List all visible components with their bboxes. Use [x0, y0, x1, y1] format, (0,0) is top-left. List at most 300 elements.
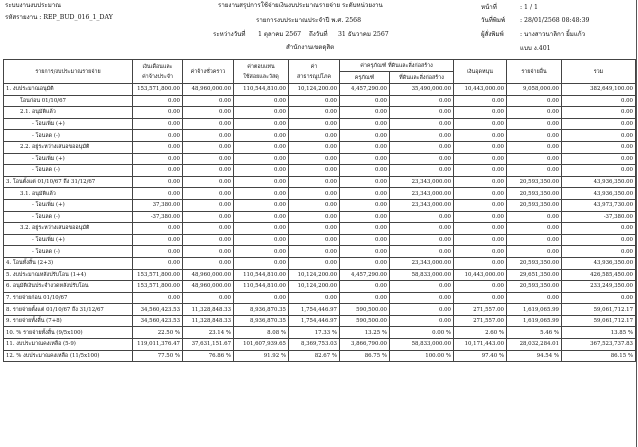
table-cell: 8.08 % [234, 327, 289, 339]
row-label: - โอนเพิ่ม (+) [4, 118, 133, 130]
col-salary-header-top: เงินเดือนและ [142, 63, 173, 70]
table-cell: 0.00 [340, 211, 390, 223]
table-cell: 13.85 % [562, 327, 636, 339]
form-code: แบบ ง.401 [520, 45, 551, 52]
table-cell: 0.00 [234, 176, 289, 188]
table-cell: 37,380.00 [133, 199, 183, 211]
table-cell: 0.00 [133, 95, 183, 107]
table-cell: 48,960,000.00 [183, 84, 234, 96]
table-cell: 101,607,939.65 [234, 339, 289, 351]
table-cell: 86.15 % [562, 350, 636, 362]
table-cell: 0.00 [234, 95, 289, 107]
table-cell: 8,369,753.03 [289, 339, 340, 351]
table-cell: 0.00 [454, 176, 507, 188]
table-cell: 29,651,350.00 [507, 269, 562, 281]
table-cell: 0.00 [390, 315, 454, 327]
system-name: ระบบงานงบประมาณ [5, 2, 62, 9]
table-cell: 0.00 [340, 153, 390, 165]
col-capital-group-header: ค่าครุภัณฑ์ ที่ดินและสิ่งก่อสร้าง [340, 60, 454, 72]
table-row [4, 188, 636, 200]
table-row [4, 315, 636, 327]
table-row [4, 153, 636, 165]
row-label: - โอนลด (-) [4, 211, 133, 223]
table-row [4, 176, 636, 188]
row-label: 12. % งบประมาณคงเหลือ (11/5x100) [4, 350, 133, 362]
row-label: 3. โอนตั้งแต่ 01/10/67 ถึง 31/12/67 [4, 176, 133, 188]
row-label: 6. อนุมัติเงินประจำงวดหลังปรับโอน [4, 281, 133, 293]
table-cell: 10,443,000.00 [454, 269, 507, 281]
col-temp-wage-header: ค่าจ้างชั่วคราว [183, 60, 234, 84]
col-operating-header-top: ค่าตอบแทน [247, 63, 275, 70]
table-cell: 0.00 [133, 223, 183, 235]
table-cell: 23,343,000.00 [390, 257, 454, 269]
table-row [4, 165, 636, 177]
table-cell: 0.00 [289, 141, 340, 153]
agency-name: สำนักงานเขตดุสิต [286, 44, 335, 51]
table-cell: 1,754,446.97 [289, 304, 340, 316]
table-cell: 0.00 [562, 234, 636, 246]
table-cell: 0.00 [507, 211, 562, 223]
col-utilities-header-top: ค่า [310, 63, 318, 70]
table-row [4, 246, 636, 258]
row-label: 7. รายจ่ายก่อน 01/10/67 [4, 292, 133, 304]
table-cell: 0.00 [507, 153, 562, 165]
table-row [4, 234, 636, 246]
table-cell: 58,833,000.00 [390, 339, 454, 351]
table-cell: 17.33 % [289, 327, 340, 339]
table-cell: 4,457,290.00 [340, 84, 390, 96]
row-label: - โอนลด (-) [4, 130, 133, 142]
table-cell: 0.00 [289, 223, 340, 235]
table-cell: 11,328,848.33 [183, 315, 234, 327]
table-cell: 0.00 [507, 141, 562, 153]
table-cell: 0.00 [183, 234, 234, 246]
table-cell: 3,866,790.00 [340, 339, 390, 351]
table-cell: 0.00 [183, 95, 234, 107]
table-cell: 8,936,870.35 [234, 315, 289, 327]
table-cell: 0.00 [562, 141, 636, 153]
table-cell: 0.00 [390, 281, 454, 293]
report-title: รายงานสรุปการใช้จ่ายเงินงบประมาณรายจ่าย ระดับหน่วยงาน [218, 2, 383, 9]
table-cell: 0.00 [133, 188, 183, 200]
table-cell: 58,833,000.00 [390, 269, 454, 281]
table-cell: 0.00 [183, 118, 234, 130]
table-cell: 86.75 % [340, 350, 390, 362]
table-cell: 22.50 % [133, 327, 183, 339]
row-label: 3.1. อนุมัติแล้ว [4, 188, 133, 200]
table-cell: 0.00 [454, 246, 507, 258]
table-cell: 10,124,200.00 [289, 269, 340, 281]
table-cell: 100.00 % [390, 350, 454, 362]
table-cell: 271,557.00 [454, 304, 507, 316]
table-cell: 0.00 [234, 234, 289, 246]
report-code: รหัสรายงาน : REP_BUD_016_1_DAY [5, 14, 113, 21]
table-cell: 0.00 [289, 257, 340, 269]
page-value: : 1 / 1 [520, 4, 538, 11]
table-cell: 0.00 [390, 118, 454, 130]
table-cell: 0.00 [133, 234, 183, 246]
table-cell: 0.00 [234, 153, 289, 165]
table-cell: 590,500.00 [340, 315, 390, 327]
table-cell: 37,631,151.67 [183, 339, 234, 351]
table-cell: 0.00 [183, 107, 234, 119]
table-cell: 0.00 [234, 223, 289, 235]
col-utilities-header [289, 60, 340, 84]
table-cell: 0.00 [183, 292, 234, 304]
table-cell: 0.00 [454, 153, 507, 165]
row-label: 8. รายจ่ายตั้งแต่ 01/10/67 ถึง 31/12/67 [4, 304, 133, 316]
table-cell: 1,754,446.97 [289, 315, 340, 327]
table-cell: 0.00 [340, 130, 390, 142]
table-cell: 23,343,000.00 [390, 188, 454, 200]
col-other-header: รายจ่ายอื่น [507, 60, 562, 84]
table-cell: 0.00 [289, 176, 340, 188]
table-cell: 0.00 [183, 257, 234, 269]
table-cell: 0.00 [183, 211, 234, 223]
table-cell: 0.00 [234, 118, 289, 130]
table-cell: 0.00 [340, 188, 390, 200]
table-cell: 0.00 [562, 223, 636, 235]
table-cell: 0.00 [454, 211, 507, 223]
table-cell: 0.00 [183, 153, 234, 165]
table-cell: 0.00 % [390, 327, 454, 339]
table-cell: 0.00 [183, 199, 234, 211]
table-cell: 0.00 [562, 292, 636, 304]
date-range-label-to: ถึงวันที่ [309, 31, 328, 38]
col-equipment-header: ครุภัณฑ์ [340, 72, 390, 84]
row-label: 4. โอนทั้งสิ้น (2+3) [4, 257, 133, 269]
table-cell: 0.00 [507, 234, 562, 246]
table-cell: 0.00 [340, 176, 390, 188]
table-cell: 0.00 [390, 165, 454, 177]
table-cell: 0.00 [133, 130, 183, 142]
table-cell: 0.00 [133, 165, 183, 177]
table-cell: 0.00 [133, 141, 183, 153]
table-cell: 82.67 % [289, 350, 340, 362]
table-cell: 0.00 [289, 234, 340, 246]
table-cell: 0.00 [183, 246, 234, 258]
table-cell: 0.00 [562, 246, 636, 258]
table-cell: 0.00 [234, 107, 289, 119]
table-cell: 48,960,000.00 [183, 269, 234, 281]
table-cell: 4,457,290.00 [340, 269, 390, 281]
table-cell: 23,343,000.00 [390, 199, 454, 211]
row-label: 2.1. อนุมัติแล้ว [4, 107, 133, 119]
row-label: 5. งบประมาณหลังปรับโอน (1+4) [4, 269, 133, 281]
table-cell: 0.00 [507, 223, 562, 235]
table-cell: 0.00 [133, 246, 183, 258]
table-cell: 0.00 [234, 188, 289, 200]
table-cell: 153,571,800.00 [133, 269, 183, 281]
table-cell: 20,593,350.00 [507, 199, 562, 211]
table-cell: 271,557.00 [454, 315, 507, 327]
table-row [4, 223, 636, 235]
col-salary-header [133, 60, 183, 84]
page-edge-rule [636, 0, 637, 447]
date-to: 31 ธันวาคม 2567 [338, 31, 389, 38]
table-cell: 0.00 [390, 234, 454, 246]
date-from: 1 ตุลาคม 2567 [258, 31, 302, 38]
table-cell: 0.00 [289, 153, 340, 165]
table-cell: 0.00 [454, 165, 507, 177]
table-cell: 382,649,100.00 [562, 84, 636, 96]
table-cell: 34,560,423.53 [133, 304, 183, 316]
table-cell: 0.00 [289, 188, 340, 200]
table-cell: 8,936,870.35 [234, 304, 289, 316]
table-cell: 153,571,800.00 [133, 281, 183, 293]
row-label: - โอนเพิ่ม (+) [4, 234, 133, 246]
table-cell: 43,973,730.00 [562, 199, 636, 211]
table-cell: 0.00 [562, 165, 636, 177]
table-cell: 0.00 [562, 107, 636, 119]
printed-by-value: : นางสาวนาลิกา ยิ้มแก้ว [520, 31, 586, 38]
table-row [4, 141, 636, 153]
table-cell: 0.00 [340, 165, 390, 177]
table-cell: 43,936,350.00 [562, 257, 636, 269]
table-cell: 0.00 [289, 211, 340, 223]
table-row [4, 339, 636, 351]
table-cell: 0.00 [289, 107, 340, 119]
row-label: 9. รายจ่ายทั้งสิ้น (7+8) [4, 315, 133, 327]
table-cell: 0.00 [340, 223, 390, 235]
table-cell: 0.00 [234, 292, 289, 304]
row-label: 2.2. อยู่ระหว่างเสนอขออนุมัติ [4, 141, 133, 153]
table-cell: 1,619,065.99 [507, 315, 562, 327]
table-cell: 0.00 [507, 246, 562, 258]
table-cell: 0.00 [340, 141, 390, 153]
table-cell: 0.00 [454, 130, 507, 142]
table-cell: -37,380.00 [562, 211, 636, 223]
table-cell: 0.00 [562, 95, 636, 107]
col-utilities-header-bottom: สาธารณูปโภค [296, 73, 331, 80]
table-cell: 153,571,800.00 [133, 84, 183, 96]
table-cell: 20,593,350.00 [507, 176, 562, 188]
table-cell: 0.00 [390, 141, 454, 153]
row-label: - โอนเพิ่ม (+) [4, 199, 133, 211]
table-cell: 0.00 [454, 281, 507, 293]
table-cell: 0.00 [454, 95, 507, 107]
table-cell: 0.00 [390, 95, 454, 107]
table-cell: 233,249,350.00 [562, 281, 636, 293]
table-cell: 0.00 [133, 176, 183, 188]
table-cell: -37,380.00 [133, 211, 183, 223]
table-cell: 0.00 [289, 199, 340, 211]
table-row [4, 327, 636, 339]
row-label: 11. งบประมาณคงเหลือ (5-9) [4, 339, 133, 351]
table-cell: 97.40 % [454, 350, 507, 362]
table-cell: 0.00 [183, 188, 234, 200]
table-cell: 0.00 [390, 304, 454, 316]
table-cell: 0.00 [454, 188, 507, 200]
table-cell: 0.00 [234, 130, 289, 142]
table-cell: 91.92 % [234, 350, 289, 362]
table-cell: 0.00 [507, 118, 562, 130]
table-cell: 0.00 [340, 281, 390, 293]
table-cell: 0.00 [133, 257, 183, 269]
table-row [4, 107, 636, 119]
table-row [4, 84, 636, 96]
table-row [4, 118, 636, 130]
printed-by-label: ผู้สั่งพิมพ์ [481, 31, 504, 38]
table-cell: 0.00 [340, 246, 390, 258]
table-cell: 0.00 [507, 292, 562, 304]
table-cell: 0.00 [340, 234, 390, 246]
table-cell: 0.00 [454, 292, 507, 304]
table-row [4, 292, 636, 304]
table-cell: 0.00 [289, 246, 340, 258]
row-label: 3.2. อยู่ระหว่างเสนอขออนุมัติ [4, 223, 133, 235]
table-cell: 20,593,350.00 [507, 281, 562, 293]
table-cell: 0.00 [507, 107, 562, 119]
table-cell: 77.50 % [133, 350, 183, 362]
table-row [4, 257, 636, 269]
table-cell: 0.00 [390, 292, 454, 304]
table-cell: 0.00 [390, 130, 454, 142]
table-cell: 0.00 [340, 118, 390, 130]
table-cell: 0.00 [340, 199, 390, 211]
page-label: หน้าที่ [481, 4, 497, 11]
table-row [4, 269, 636, 281]
col-salary-header-bottom: ค่าจ้างประจำ [142, 73, 173, 80]
table-cell: 110,544,810.00 [234, 269, 289, 281]
table-cell: 0.00 [562, 153, 636, 165]
fiscal-year: รายการงบประมาณประจำปี พ.ศ. 2568 [256, 17, 362, 24]
table-cell: 0.00 [183, 223, 234, 235]
table-cell: 0.00 [454, 257, 507, 269]
row-label: 1. งบประมาณอนุมัติ [4, 84, 133, 96]
table-cell: 0.00 [454, 199, 507, 211]
table-cell: 0.00 [454, 234, 507, 246]
table-cell: 76.86 % [183, 350, 234, 362]
table-cell: 20,593,350.00 [507, 257, 562, 269]
print-date-label: วันที่พิมพ์ [481, 17, 506, 24]
table-cell: 43,936,350.00 [562, 188, 636, 200]
table-cell: 0.00 [340, 257, 390, 269]
table-cell: 426,585,450.00 [562, 269, 636, 281]
budget-report-table [3, 59, 636, 362]
table-cell: 0.00 [289, 130, 340, 142]
header-row-1 [4, 60, 636, 72]
table-cell: 0.00 [340, 107, 390, 119]
row-label: - โอนเพิ่ม (+) [4, 153, 133, 165]
table-cell: 0.00 [133, 153, 183, 165]
table-cell: 0.00 [234, 246, 289, 258]
table-cell: 0.00 [289, 292, 340, 304]
col-operating-header [234, 60, 289, 84]
col-land-building-header: ที่ดินและสิ่งก่อสร้าง [390, 72, 454, 84]
report-body [4, 84, 636, 362]
table-cell: 0.00 [340, 292, 390, 304]
table-cell: 0.00 [234, 165, 289, 177]
table-cell: 28,032,284.01 [507, 339, 562, 351]
table-cell: 10,443,000.00 [454, 84, 507, 96]
table-cell: 0.00 [454, 141, 507, 153]
table-cell: 23,343,000.00 [390, 176, 454, 188]
table-cell: 13.25 % [340, 327, 390, 339]
table-row [4, 199, 636, 211]
table-cell: 590,500.00 [340, 304, 390, 316]
table-row [4, 350, 636, 362]
table-cell: 10,124,200.00 [289, 281, 340, 293]
table-cell: 94.54 % [507, 350, 562, 362]
col-operating-header-bottom: ใช้สอยและวัสดุ [243, 73, 279, 80]
table-cell: 0.00 [234, 141, 289, 153]
table-cell: 0.00 [507, 130, 562, 142]
print-date-value: : 28/01/2568 08:48:39 [520, 17, 590, 24]
table-cell: 0.00 [390, 153, 454, 165]
table-row [4, 130, 636, 142]
table-cell: 2.60 % [454, 327, 507, 339]
table-cell: 0.00 [183, 165, 234, 177]
table-cell: 9,058,000.00 [507, 84, 562, 96]
table-cell: 0.00 [454, 223, 507, 235]
table-cell: 1,619,065.99 [507, 304, 562, 316]
table-row [4, 211, 636, 223]
table-cell: 0.00 [289, 95, 340, 107]
table-cell: 0.00 [289, 165, 340, 177]
col-total-header: รวม [562, 60, 636, 84]
table-cell: 0.00 [390, 223, 454, 235]
table-cell: 0.00 [133, 107, 183, 119]
table-cell: 10,171,443.00 [454, 339, 507, 351]
table-cell: 0.00 [234, 199, 289, 211]
table-cell: 0.00 [234, 211, 289, 223]
table-row [4, 95, 636, 107]
table-cell: 0.00 [183, 141, 234, 153]
col-subsidy-header: เงินอุดหนุน [454, 60, 507, 84]
date-range-label-from: ระหว่างวันที่ [213, 31, 246, 38]
table-cell: 0.00 [183, 130, 234, 142]
table-cell: 10,124,200.00 [289, 84, 340, 96]
table-cell: 119,011,376.47 [133, 339, 183, 351]
table-row [4, 281, 636, 293]
table-cell: 0.00 [390, 107, 454, 119]
table-cell: 0.00 [390, 211, 454, 223]
table-cell: 0.00 [507, 165, 562, 177]
table-cell: 5.46 % [507, 327, 562, 339]
table-cell: 0.00 [133, 118, 183, 130]
row-label: - โอนลด (-) [4, 246, 133, 258]
table-cell: 0.00 [183, 176, 234, 188]
table-cell: 59,061,712.17 [562, 304, 636, 316]
row-label: 10. % รายจ่ายทั้งสิ้น (9/5x100) [4, 327, 133, 339]
table-cell: 367,523,737.83 [562, 339, 636, 351]
table-cell: 11,328,848.33 [183, 304, 234, 316]
row-label: โอนก่อน 01/10/67 [4, 95, 133, 107]
table-cell: 110,544,810.00 [234, 281, 289, 293]
table-cell: 0.00 [454, 107, 507, 119]
table-cell: 0.00 [507, 95, 562, 107]
table-cell: 0.00 [289, 118, 340, 130]
table-cell: 0.00 [390, 246, 454, 258]
table-cell: 0.00 [133, 292, 183, 304]
row-label: - โอนลด (-) [4, 165, 133, 177]
table-cell: 34,560,423.53 [133, 315, 183, 327]
table-cell: 0.00 [454, 118, 507, 130]
table-cell: 110,544,810.00 [234, 84, 289, 96]
table-cell: 43,936,350.00 [562, 176, 636, 188]
table-cell: 35,490,000.00 [390, 84, 454, 96]
table-cell: 20,593,350.00 [507, 188, 562, 200]
col-item-header: รายการ/งบประมาณรายจ่าย [4, 60, 133, 84]
table-cell: 0.00 [340, 95, 390, 107]
table-cell: 0.00 [562, 118, 636, 130]
table-cell: 0.00 [234, 257, 289, 269]
table-cell: 48,960,000.00 [183, 281, 234, 293]
table-row [4, 304, 636, 316]
table-cell: 59,061,712.17 [562, 315, 636, 327]
table-cell: 0.00 [562, 130, 636, 142]
